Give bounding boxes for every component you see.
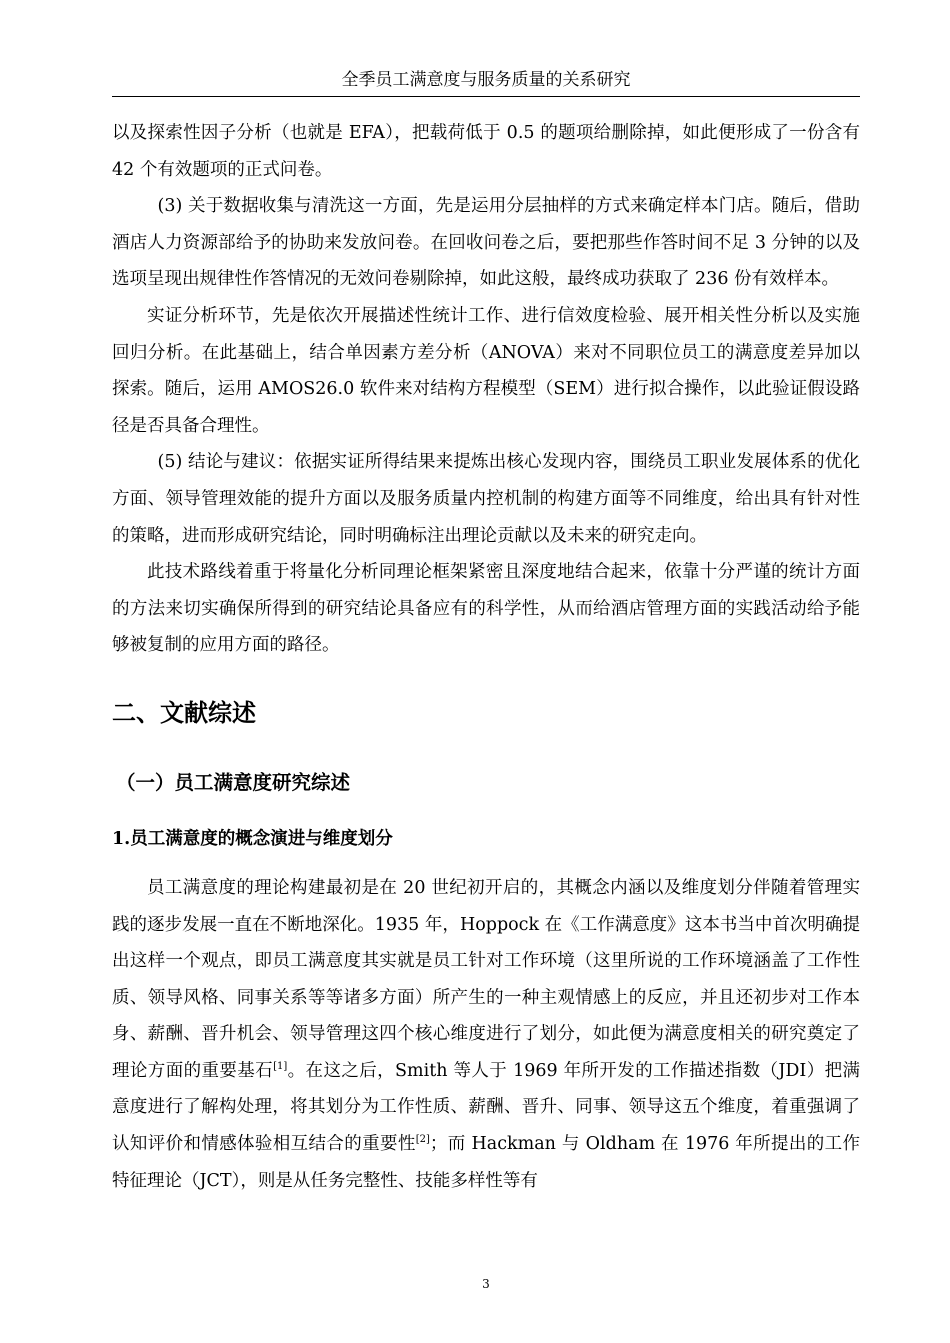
paragraph-satisfaction-theory <box>112 870 860 1199</box>
subsubsection-number: 1. <box>112 828 131 849</box>
page-body <box>112 115 860 1199</box>
header-rule <box>112 96 860 97</box>
citation-ref-2: [2] <box>415 1134 430 1146</box>
running-header-title: 全季员工满意度与服务质量的关系研究 <box>341 70 631 90</box>
paragraph-efa-continuation: 以及探索性因子分析（也就是 EFA），把载荷低于 0.5 的题项给删除掉，如此便形成了一份含有 42 个有效题项的正式问卷。 <box>112 123 860 180</box>
paragraph-data-collection: (3) 关于数据收集与清洗这一方面，先是运用分层抽样的方式来确定样本门店。随后，借助酒店人力资源部给予的协助来发放问卷。在回收问卷之后，要把那些作答时间不足 3 分钟的以及选项呈现出规律性作答情况的无效问卷剔除掉，如此这般，最终成功获取了 236 份有效样本。 <box>112 196 860 290</box>
subsection-heading-satisfaction-review: （一）员工满意度研究综述 <box>116 770 351 794</box>
paragraph-text-part-1: 员工满意度的理论构建最初是在 20 世纪初开启的，其概念内涵以及维度划分伴随着管理实践的逐步发展一直在不断地深化。1935 年，Hoppock 在《工作满意度》这本书当中首次明确提出这样一个观点，即员工满意度其实就是员工针对工作环境（这里所说的工作环境涵盖了工作性质、领导风格、同事关系等等诸多方面）所产生的一种主观情感上的反应，并且还初步对工作本身、薪酬、晋升机会、领导管理这四个核心维度进行了划分，如此便为满意度相关的研究奠定了理论方面的重要基石 <box>112 877 860 1081</box>
subsubsection-heading-concept-evolution <box>112 824 860 854</box>
citation-ref-1: [1] <box>273 1061 288 1073</box>
paragraph-empirical-analysis: 实证分析环节，先是依次开展描述性统计工作、进行信效度检验、展开相关性分析以及实施回归分析。在此基础上，结合单因素方差分析（ANOVA）来对不同职位员工的满意度差异加以探索。随后，运用 AMOS26.0 软件来对结构方程模型（SEM）进行拟合操作，以此验证假设路径是否具备合理性。 <box>112 305 860 436</box>
page-number: 3 <box>482 1277 490 1291</box>
subsubsection-title: 员工满意度的概念演进与维度划分 <box>130 828 393 849</box>
paragraph-conclusions: (5) 结论与建议：依据实证所得结果来提炼出核心发现内容，围绕员工职业发展体系的优化方面、领导管理效能的提升方面以及服务质量内控机制的构建方面等不同维度，给出具有针对性的策略，进而形成研究结论，同时明确标注出理论贡献以及未来的研究走向。 <box>112 452 860 546</box>
section-heading-literature-review: 二、文献综述 <box>112 698 256 727</box>
paragraph-text-part-2: 。在这之后，Smith 等人于 1969 年所开发的工作描述指数（JDI）把满意度进行了解构处理，将其划分为工作性质、薪酬、晋升、同事、领导这五个维度，着重强调了认知评价和情感体验相互结合的重要性 <box>112 1060 861 1155</box>
paragraph-technical-route: 此技术路线着重于将量化分析同理论框架紧密且深度地结合起来，依靠十分严谨的统计方面的方法来切实确保所得到的研究结论具备应有的科学性，从而给酒店管理方面的实践活动给予能够被复制的应用方面的路径。 <box>112 562 860 656</box>
paragraph-text-part-3: ；而 Hackman 与 Oldham 在 1976 年所提出的工作特征理论（JCT），则是从任务完整性、技能多样性等有 <box>112 1134 860 1191</box>
